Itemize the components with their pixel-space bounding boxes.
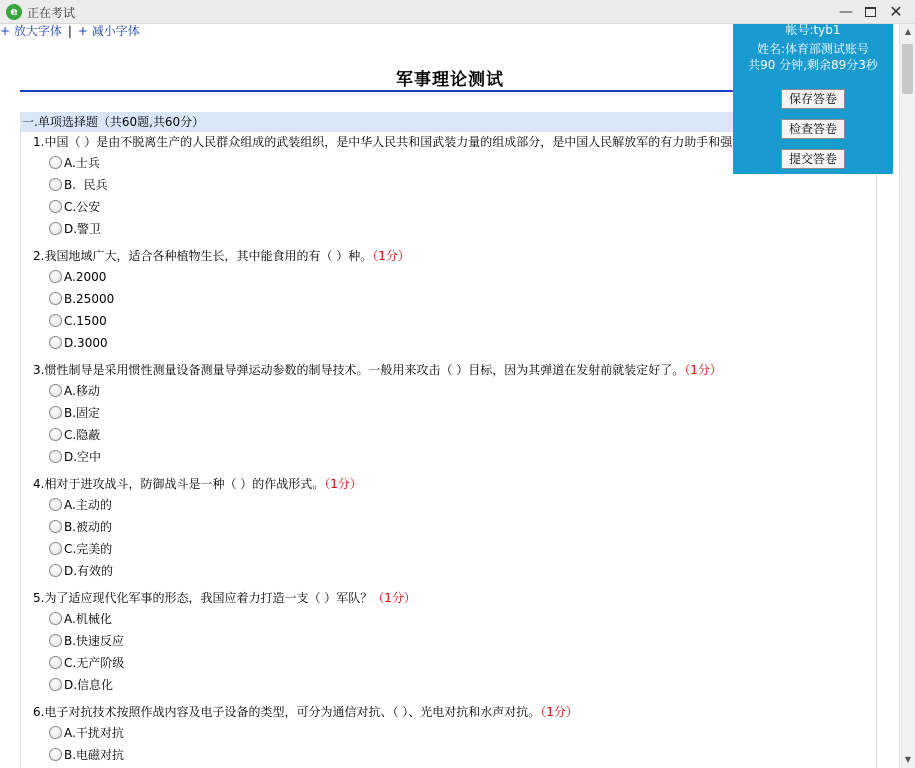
option-3b[interactable] [49,405,100,421]
radio-button[interactable] [49,222,62,235]
radio-button[interactable] [49,314,62,327]
option-3a[interactable] [49,383,100,399]
window-titlebar [0,0,915,24]
enlarge-font-link[interactable]: + 放大字体 [0,24,62,38]
question-6 [33,703,578,720]
option-5b[interactable] [49,633,124,649]
radio-button[interactable] [49,678,62,691]
scroll-down-icon[interactable]: ▼ [904,755,912,764]
radio-button[interactable] [49,498,62,511]
option-label: C.无产阶级 [64,656,125,670]
option-6a[interactable] [49,725,124,741]
radio-button[interactable] [49,612,62,625]
section-heading: 一.单项选择题（共60题,共60分） [20,112,876,132]
check-answers-button[interactable]: 检查答卷 [781,119,845,139]
option-1d[interactable] [49,221,101,237]
option-3d[interactable] [49,449,101,465]
radio-button[interactable] [49,748,62,761]
maximize-icon[interactable] [860,3,880,21]
radio-button[interactable] [49,564,62,577]
radio-button[interactable] [49,428,62,441]
option-label: B.固定 [64,406,101,420]
option-label: D.3000 [64,336,108,350]
radio-button[interactable] [49,178,62,191]
question-text: 3.惯性制导是采用惯性测量设备测量导弹运动参数的制导技术。一般用来攻击（ ）目标，因为其弹道在发射前就装定好了。 [33,363,685,377]
exam-title: 军事理论测试 [396,70,504,90]
option-4c[interactable] [49,541,112,557]
question-1 [33,133,732,150]
question-score: （1分） [324,477,362,491]
option-label: D.信息化 [64,678,114,692]
option-2a[interactable] [49,269,106,285]
option-2c[interactable] [49,313,107,329]
radio-button[interactable] [49,384,62,397]
option-label: D.空中 [64,450,102,464]
option-4b[interactable] [49,519,112,535]
question-text: 4.相对于进攻战斗，防御战斗是一种（ ）的作战形式。 [33,477,325,491]
question-2 [33,247,410,264]
option-6b[interactable] [49,747,124,763]
option-2d[interactable] [49,335,108,351]
exam-info-panel [733,24,893,174]
option-label: A.干扰对抗 [64,726,124,740]
question-4 [33,475,362,492]
user-name-label: 姓名:体育部测试账号 [756,42,870,56]
font-tools-separator: | [67,24,72,38]
radio-button[interactable] [49,634,62,647]
scroll-up-icon[interactable]: ▲ [904,27,912,36]
option-5d[interactable] [49,677,113,693]
vertical-scrollbar[interactable] [899,24,915,768]
question-score: （1分） [684,363,722,377]
radio-button[interactable] [49,406,62,419]
question-score: （1分） [372,591,416,605]
minimize-icon[interactable]: — [839,4,853,20]
radio-button[interactable] [49,450,62,463]
radio-button[interactable] [49,270,62,283]
option-label: D.警卫 [64,222,102,236]
question-text: 6.电子对抗技术按照作战内容及电子设备的类型，可分为通信对抗、（ ）、光电对抗和水声对抗。 [33,705,541,719]
window-title: 正在考试 [27,6,76,20]
close-icon[interactable]: ✕ [889,2,903,21]
option-label: D.有效的 [64,564,114,578]
question-text: 2.我国地域广大，适合各种植物生长，其中能食用的有（ ）种。 [33,249,373,263]
save-answers-button[interactable]: 保存答卷 [781,89,845,109]
shrink-font-link[interactable]: + 减小字体 [77,24,140,38]
option-1c[interactable] [49,199,100,215]
option-label: A.主动的 [64,498,112,512]
question-score: （1分） [540,705,578,719]
question-score: （1分） [372,249,410,263]
radio-button[interactable] [49,726,62,739]
option-4d[interactable] [49,563,113,579]
time-remaining-label: 共90 分钟,剩余89分3秒 [748,58,878,72]
option-1a[interactable] [49,155,100,171]
question-text: 5.为了适应现代化军事的形态，我国应着力打造一支（ ）军队？ [33,591,373,605]
question-text: 1.中国（ ）是由不脱离生产的人民群众组成的武装组织，是中华人民共和国武装力量的组成部分，是中国人民解放军的有力助手和强 [33,135,733,149]
radio-button[interactable] [49,542,62,555]
radio-button[interactable] [49,336,62,349]
option-label: C.1500 [64,314,107,328]
radio-button[interactable] [49,156,62,169]
option-1b[interactable] [49,177,108,193]
option-label: A.移动 [64,384,100,398]
option-3c[interactable] [49,427,100,443]
option-label: A.2000 [64,270,107,284]
option-label: C.隐蔽 [64,428,101,442]
option-label: B.25000 [64,292,115,306]
question-5 [33,589,416,606]
question-list [20,132,877,768]
browser-logo-icon: e [6,4,22,20]
option-label: B. 民兵 [64,178,108,192]
option-5c[interactable] [49,655,124,671]
option-label: B.被动的 [64,520,113,534]
option-label: A.士兵 [64,156,100,170]
submit-answers-button[interactable]: 提交答卷 [781,149,845,169]
option-5a[interactable] [49,611,112,627]
font-size-tools [0,24,140,39]
option-label: B.电磁对抗 [64,748,125,762]
radio-button[interactable] [49,200,62,213]
radio-button[interactable] [49,292,62,305]
radio-button[interactable] [49,520,62,533]
option-label: C.完美的 [64,542,113,556]
question-3 [33,361,722,378]
option-label: A.机械化 [64,612,112,626]
option-2b[interactable] [49,291,114,307]
scrollbar-thumb[interactable] [902,44,913,94]
radio-button[interactable] [49,656,62,669]
account-label: 帐号:tyb1 [785,23,841,37]
option-4a[interactable] [49,497,112,513]
option-label: B.快速反应 [64,634,125,648]
option-label: C.公安 [64,200,101,214]
